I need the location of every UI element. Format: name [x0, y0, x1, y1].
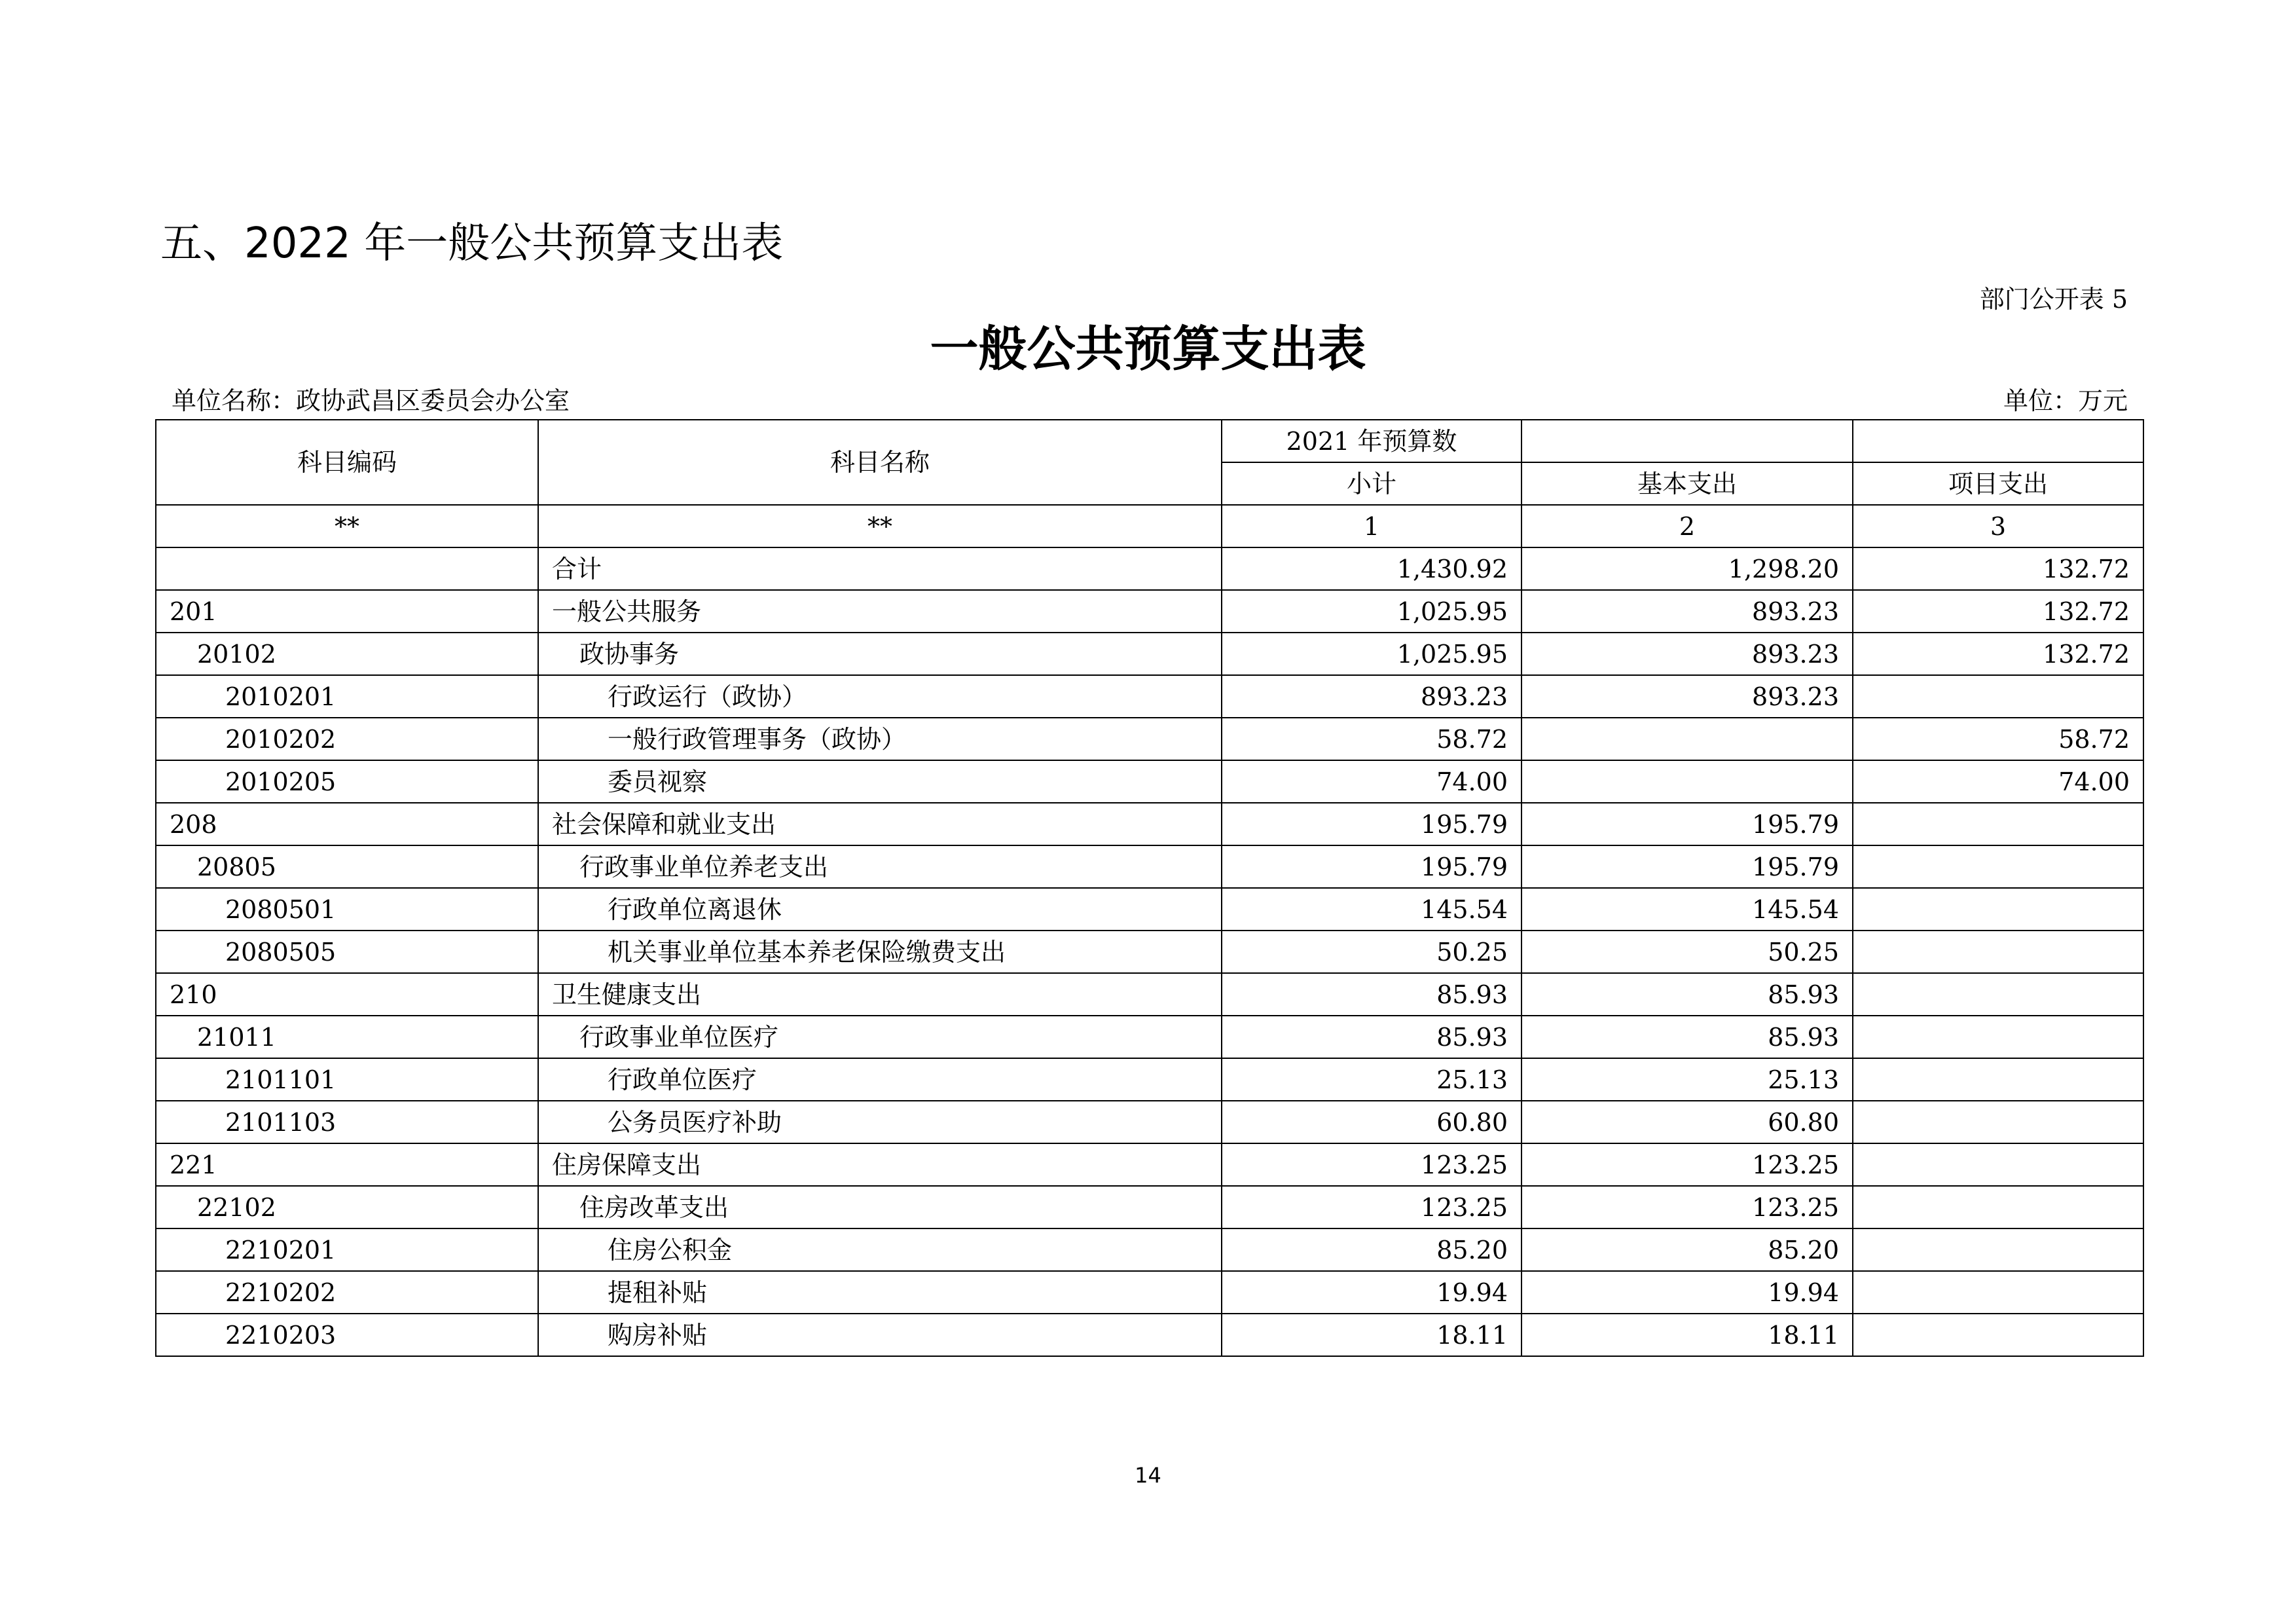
subject-code-cell: 20102: [156, 633, 538, 675]
subject-code-cell: 2010205: [156, 760, 538, 803]
header-row-1: [156, 420, 2143, 462]
subject-name-cell: 住房保障支出: [538, 1143, 1222, 1186]
project-expense-cell: [1853, 1186, 2143, 1228]
header-project: 项目支出: [1853, 462, 2143, 505]
subject-code-cell: 2210201: [156, 1228, 538, 1271]
table-row: [156, 888, 2143, 931]
subtotal-cell: 85.93: [1222, 973, 1522, 1016]
basic-expense-cell: [1522, 760, 1853, 803]
basic-expense-cell: 893.23: [1522, 633, 1853, 675]
project-expense-cell: [1853, 931, 2143, 973]
table-row: [156, 675, 2143, 718]
subject-code-cell: 22102: [156, 1186, 538, 1228]
basic-expense-cell: 123.25: [1522, 1186, 1853, 1228]
subject-code-cell: 210: [156, 973, 538, 1016]
project-expense-cell: [1853, 1271, 2143, 1314]
subject-name-cell: 公务员医疗补助: [538, 1101, 1222, 1143]
basic-expense-cell: 195.79: [1522, 803, 1853, 845]
subject-name-cell: 政协事务: [538, 633, 1222, 675]
index-cell: 2: [1522, 505, 1853, 547]
table-row: [156, 845, 2143, 888]
basic-expense-cell: 123.25: [1522, 1143, 1853, 1186]
subject-name-cell: 社会保障和就业支出: [538, 803, 1222, 845]
basic-expense-cell: 195.79: [1522, 845, 1853, 888]
subject-code-cell: 2010202: [156, 718, 538, 760]
project-expense-cell: [1853, 803, 2143, 845]
form-number: 部门公开表 5: [1979, 285, 2128, 314]
header-blank-cell: [1853, 420, 2143, 462]
basic-expense-cell: 18.11: [1522, 1314, 1853, 1356]
subtotal-cell: 145.54: [1222, 888, 1522, 931]
subject-name-cell: 住房改革支出: [538, 1186, 1222, 1228]
subtotal-cell: 18.11: [1222, 1314, 1522, 1356]
header-blank-cell: [1522, 420, 1853, 462]
index-cell: **: [156, 505, 538, 547]
subject-name-cell: 住房公积金: [538, 1228, 1222, 1271]
subject-name-cell: 合计: [538, 547, 1222, 590]
index-cell: 1: [1222, 505, 1522, 547]
header-code: 科目编码: [156, 420, 538, 505]
project-expense-cell: [1853, 845, 2143, 888]
subject-code-cell: 2080501: [156, 888, 538, 931]
subject-name-cell: 行政事业单位养老支出: [538, 845, 1222, 888]
project-expense-cell: [1853, 888, 2143, 931]
subject-code-cell: 2080505: [156, 931, 538, 973]
subject-code-cell: [156, 547, 538, 590]
unit-label: 单位：万元: [2003, 386, 2128, 415]
subtotal-cell: 195.79: [1222, 845, 1522, 888]
project-expense-cell: [1853, 1101, 2143, 1143]
index-cell: 3: [1853, 505, 2143, 547]
project-expense-cell: 58.72: [1853, 718, 2143, 760]
project-expense-cell: 74.00: [1853, 760, 2143, 803]
project-expense-cell: [1853, 1058, 2143, 1101]
table-row: [156, 1314, 2143, 1356]
index-cell: **: [538, 505, 1222, 547]
subject-name-cell: 机关事业单位基本养老保险缴费支出: [538, 931, 1222, 973]
table-row: [156, 1228, 2143, 1271]
table-row: [156, 931, 2143, 973]
subtotal-cell: 85.20: [1222, 1228, 1522, 1271]
project-expense-cell: 132.72: [1853, 633, 2143, 675]
subject-name-cell: 一般公共服务: [538, 590, 1222, 633]
subject-code-cell: 2210203: [156, 1314, 538, 1356]
table-row: [156, 1271, 2143, 1314]
subject-name-cell: 行政单位离退休: [538, 888, 1222, 931]
subject-code-cell: 2210202: [156, 1271, 538, 1314]
project-expense-cell: 132.72: [1853, 547, 2143, 590]
subtotal-cell: 893.23: [1222, 675, 1522, 718]
budget-table: [155, 419, 2144, 1357]
subject-name-cell: 行政单位医疗: [538, 1058, 1222, 1101]
unit-name: 单位名称：政协武昌区委员会办公室: [172, 386, 570, 415]
subtotal-cell: 19.94: [1222, 1271, 1522, 1314]
page-number: 14: [1135, 1463, 1161, 1488]
project-expense-cell: [1853, 1314, 2143, 1356]
subject-code-cell: 2010201: [156, 675, 538, 718]
basic-expense-cell: 50.25: [1522, 931, 1853, 973]
table-row: [156, 1143, 2143, 1186]
budget-table-body: [156, 420, 2143, 1356]
subject-code-cell: 221: [156, 1143, 538, 1186]
basic-expense-cell: 85.20: [1522, 1228, 1853, 1271]
table-row: [156, 1186, 2143, 1228]
table-row: [156, 633, 2143, 675]
header-name: 科目名称: [538, 420, 1222, 505]
header-subtotal: 小计: [1222, 462, 1522, 505]
basic-expense-cell: 19.94: [1522, 1271, 1853, 1314]
basic-expense-cell: 85.93: [1522, 973, 1853, 1016]
subject-code-cell: 2101101: [156, 1058, 538, 1101]
project-expense-cell: [1853, 675, 2143, 718]
table-row: [156, 1016, 2143, 1058]
index-row: [156, 505, 2143, 547]
subtotal-cell: 74.00: [1222, 760, 1522, 803]
subtotal-cell: 123.25: [1222, 1186, 1522, 1228]
subtotal-cell: 123.25: [1222, 1143, 1522, 1186]
basic-expense-cell: 893.23: [1522, 675, 1853, 718]
subject-name-cell: 购房补贴: [538, 1314, 1222, 1356]
header-budget-group: 2021 年预算数: [1222, 420, 1522, 462]
subtotal-cell: 1,025.95: [1222, 633, 1522, 675]
subtotal-cell: 25.13: [1222, 1058, 1522, 1101]
project-expense-cell: [1853, 1016, 2143, 1058]
table-row: [156, 1058, 2143, 1101]
table-row: [156, 547, 2143, 590]
project-expense-cell: [1853, 1228, 2143, 1271]
subject-name-cell: 委员视察: [538, 760, 1222, 803]
subject-name-cell: 卫生健康支出: [538, 973, 1222, 1016]
table-title: 一般公共预算支出表: [930, 321, 1366, 377]
basic-expense-cell: [1522, 718, 1853, 760]
basic-expense-cell: 25.13: [1522, 1058, 1853, 1101]
project-expense-cell: [1853, 973, 2143, 1016]
basic-expense-cell: 893.23: [1522, 590, 1853, 633]
subtotal-cell: 1,025.95: [1222, 590, 1522, 633]
table-row: [156, 590, 2143, 633]
subtotal-cell: 195.79: [1222, 803, 1522, 845]
subject-code-cell: 208: [156, 803, 538, 845]
subtotal-cell: 50.25: [1222, 931, 1522, 973]
subject-code-cell: 21011: [156, 1016, 538, 1058]
table-row: [156, 973, 2143, 1016]
subject-code-cell: 201: [156, 590, 538, 633]
table-row: [156, 803, 2143, 845]
project-expense-cell: [1853, 1143, 2143, 1186]
subject-code-cell: 20805: [156, 845, 538, 888]
subtotal-cell: 60.80: [1222, 1101, 1522, 1143]
table-row: [156, 760, 2143, 803]
subject-code-cell: 2101103: [156, 1101, 538, 1143]
project-expense-cell: 132.72: [1853, 590, 2143, 633]
table-row: [156, 1101, 2143, 1143]
basic-expense-cell: 1,298.20: [1522, 547, 1853, 590]
basic-expense-cell: 145.54: [1522, 888, 1853, 931]
header-basic: 基本支出: [1522, 462, 1853, 505]
basic-expense-cell: 60.80: [1522, 1101, 1853, 1143]
subject-name-cell: 行政运行（政协）: [538, 675, 1222, 718]
basic-expense-cell: 85.93: [1522, 1016, 1853, 1058]
subtotal-cell: 1,430.92: [1222, 547, 1522, 590]
subtotal-cell: 58.72: [1222, 718, 1522, 760]
section-heading: 五、2022 年一般公共预算支出表: [160, 219, 784, 268]
table-row: [156, 718, 2143, 760]
subject-name-cell: 一般行政管理事务（政协）: [538, 718, 1222, 760]
subtotal-cell: 85.93: [1222, 1016, 1522, 1058]
subject-name-cell: 行政事业单位医疗: [538, 1016, 1222, 1058]
subject-name-cell: 提租补贴: [538, 1271, 1222, 1314]
